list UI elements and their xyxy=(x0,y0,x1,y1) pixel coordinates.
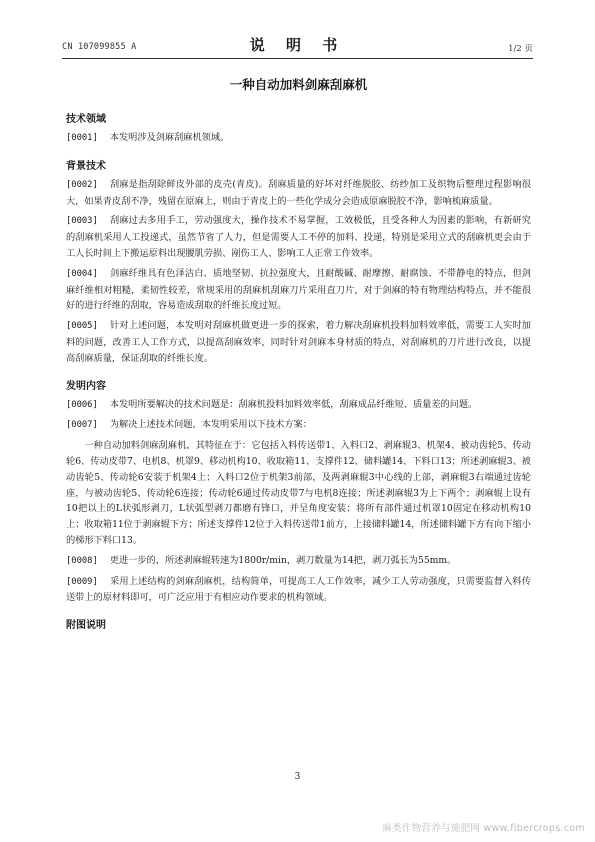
section-heading-background: 背景技术 xyxy=(66,160,106,172)
paragraph-text: 剑麻纤维具有色泽洁白、质地坚韧、抗拉强度大，且耐酸碱、耐摩擦、耐腐蚀、不带静电的特点，但剑麻纤维相对粗糙，柔韧性较差，常规采用的刮麻机刮麻刀片采用直刀片，对于剑麻的特有物理结构特点，并不能很好的进行纤维的刮取，容易造成刮取的纤维长度过短。 xyxy=(66,267,531,312)
paragraph-number: [0001] xyxy=(66,133,98,143)
paragraph-number: [0007] xyxy=(66,420,98,431)
header-divider xyxy=(62,58,533,59)
paragraph-0001 xyxy=(66,130,531,147)
paragraph-0007-body: 一种自动加料剑麻刮麻机，其特征在于：它包括入料传送带1、入料口2、剥麻辊3、机架4、被动齿轮5、传动轮6、传动皮带7、电机8、机罩9、移动机构10、收取箱11、支撑件12、储料罐14、下料口13；所述剥麻辊3、被动齿轮5、传动轮6安装于机架4上；入料口2位于机架3前部，及两剥麻辊3中心线的上部，剥麻辊3右端通过齿轮座，与被动齿轮5、传动轮6连接；传动轮6通过传动皮带7与电机8连接；所述剥麻辊3为上下两个；剥麻辊上设有10把以上的L状弧形剥刀，L状弧型剥刀都磨有锋口，并呈角度安装；将所有部件通过机罩10固定在移动机构10上；收取箱11位于剥麻辊下方；所述支撑件12位于入料传送带1前方，上接储料罐14，所述储料罐下方有向下缩小的梯形下料口13。 xyxy=(66,440,531,546)
section-heading-invention: 发明内容 xyxy=(66,380,106,392)
paragraph-number: [0009] xyxy=(66,576,98,587)
paragraph-0008 xyxy=(66,553,531,570)
paragraph-number: [0003] xyxy=(66,216,98,227)
paragraph-text: 本发明所要解决的技术问题是：刮麻机投料加料效率低，刮麻成品纤维短、质量差的问题。 xyxy=(109,398,478,410)
section-heading-tech-field: 技术领域 xyxy=(66,114,106,125)
paragraph-0002 xyxy=(66,177,531,210)
paragraph-0005 xyxy=(66,318,531,366)
page-indicator: 1/2 页 xyxy=(508,44,533,54)
document-body xyxy=(66,73,531,636)
paragraph-0007 xyxy=(66,417,531,434)
document-title: 一种自动加料剑麻刮麻机 xyxy=(229,77,368,92)
document-type: 说 明 书 xyxy=(249,36,346,54)
paragraph-0003 xyxy=(66,213,531,261)
section-heading-figures: 附图说明 xyxy=(66,620,106,632)
paragraph-text: 本发明涉及剑麻刮麻机领域。 xyxy=(109,132,230,143)
paragraph-0006 xyxy=(66,397,531,414)
paragraph-number: [0004] xyxy=(66,268,98,279)
page-number: 3 xyxy=(294,772,301,782)
paragraph-text: 更进一步的，所述剥麻辊转速为1800r/min，剥刀数量为14把，剥刀弧长为55mm。 xyxy=(109,554,457,566)
paragraph-text: 为解决上述技术问题，本发明采用以下技术方案： xyxy=(109,419,312,431)
paragraph-text: 针对上述问题，本发明对刮麻机做更进一步的探索，着力解决刮麻机投料加料效率低，需要工人实时加料的问题，改善工人工作方式，以提高刮麻效率，同时针对剑麻本身材质的特点，对刮麻机的刀片进行改良，以提高刮麻质量，保证刮取的纤维长度。 xyxy=(66,320,531,364)
patent-number: CN 107099855 A xyxy=(62,42,137,52)
paragraph-0009 xyxy=(66,574,531,607)
paragraph-text: 采用上述结构的剑麻刮麻机，结构简单，可提高工人工作效率，减少工人劳动强度，只需要监督入料传送带上的原材料即可，可广泛应用于有相应动作要求的机构领域。 xyxy=(66,575,531,604)
paragraph-0004 xyxy=(66,266,531,314)
page-header xyxy=(62,34,533,56)
paragraph-number: [0008] xyxy=(66,555,98,566)
paragraph-number: [0006] xyxy=(66,399,98,410)
watermark: 麻类作物营养与施肥网 www.fibercrops.com xyxy=(382,823,585,834)
paragraph-number: [0002] xyxy=(66,179,98,190)
paragraph-number: [0005] xyxy=(66,321,98,332)
paragraph-text: 刮麻过去多用手工，劳动强度大，操作技术不易掌握，工效极低，且受各种人为因素的影响，有新研究的刮麻机采用人工投递式，虽然节省了人力，但是需要人工不停的加料、投递，特别是采用立式的刮麻机更会由于工人长时间上下搬运原料出现腰肌劳损、剐伤工人、影响工人正常工作效率。 xyxy=(66,215,531,259)
paragraph-text: 刮麻是指刮除鲜皮外部的皮壳(青皮)。刮麻质量的好坏对纤维脱胶、纺纱加工及织物后整理过程影响很大，如果青皮刮不净，残留在原麻上，则由于青皮上的一些化学成分会造成原麻脱胶不净，影响梳麻质量。 xyxy=(66,178,531,207)
